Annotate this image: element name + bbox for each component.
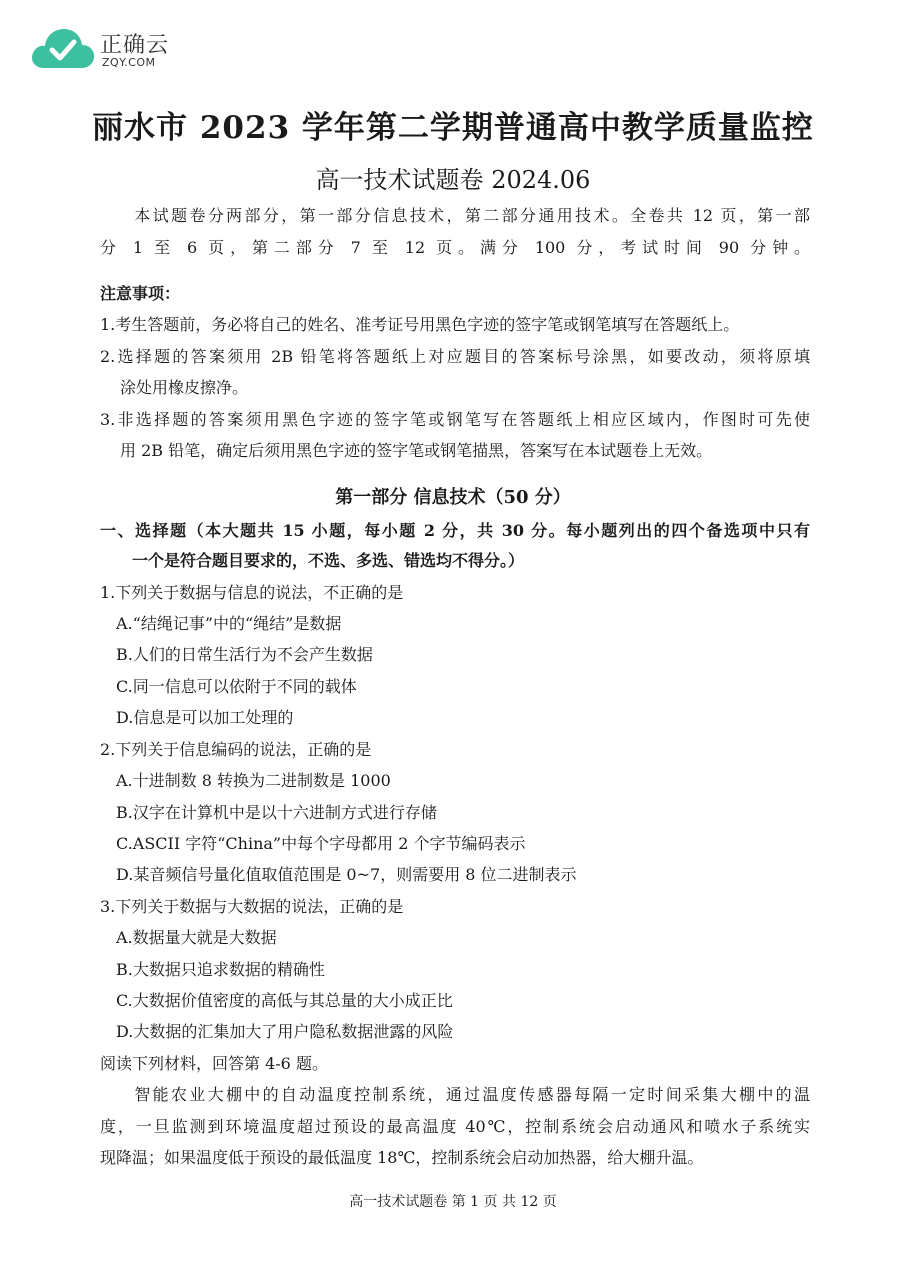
question-stem: 3.下列关于数据与大数据的说法，正确的是 xyxy=(100,897,404,916)
exam-subtitle: 高一技术试题卷 2024.06 xyxy=(315,166,591,194)
question-option: B.大数据只追求数据的精确性 xyxy=(116,960,325,979)
question-option: D.某音频信号量化值取值范围是 0~7，则需要用 8 位二进制表示 xyxy=(116,865,577,884)
notice-item: 1.考生答题前，务必将自己的姓名、准考证号用黑色字迹的签字笔或钢笔填写在答题纸上。 xyxy=(100,315,740,334)
section-heading: 一、选择题（本大题共 15 小题，每小题 2 分，共 30 分。每小题列出的四个备选项中只有 xyxy=(100,521,810,540)
question-option: C.ASCII 字符“China”中每个字母都用 2 个字节编码表示 xyxy=(116,834,526,853)
question-stem: 2.下列关于信息编码的说法，正确的是 xyxy=(100,740,372,759)
exam-title: 丽水市 2023 学年第二学期普通高中教学质量监控 xyxy=(92,110,814,146)
question-option: D.信息是可以加工处理的 xyxy=(116,708,294,727)
reading-intro: 阅读下列材料，回答第 4-6 题。 xyxy=(100,1054,328,1073)
page-footer: 高一技术试题卷 第 1 页 共 12 页 xyxy=(349,1194,557,1210)
question-option: A.十进制数 8 转换为二进制数是 1000 xyxy=(116,771,391,790)
reading-line: 智能农业大棚中的自动温度控制系统，通过温度传感器每隔一定时间采集大棚中的温 xyxy=(132,1085,810,1104)
question-option: D.大数据的汇集加大了用户隐私数据泄露的风险 xyxy=(116,1022,454,1041)
notice-heading: 注意事项： xyxy=(100,284,181,303)
brand-name: 正确云 xyxy=(100,33,170,58)
question-option: C.大数据价值密度的高低与其总量的大小成正比 xyxy=(116,991,453,1010)
notice-item-continued: 用 2B 铅笔，确定后须用黑色字迹的签字笔或钢笔描黑，答案写在本试题卷上无效。 xyxy=(120,441,713,460)
intro-line: 本试题卷分两部分，第一部分信息技术，第二部分通用技术。全卷共 12 页，第一部 xyxy=(132,206,810,225)
section-heading-continued: 一个是符合题目要求的，不选、多选、错选均不得分。） xyxy=(132,551,525,570)
cloud-check-icon xyxy=(30,24,96,72)
brand-domain: ZQY.COM xyxy=(102,56,156,69)
question-option: A.“结绳记事”中的“绳结”是数据 xyxy=(116,614,342,633)
reading-line: 度，一旦监测到环境温度超过预设的最高温度 40℃，控制系统会启动通风和喷水子系统实 xyxy=(100,1117,810,1136)
reading-line: 现降温；如果温度低于预设的最低温度 18℃，控制系统会启动加热器，给大棚升温。 xyxy=(100,1148,704,1167)
question-stem: 1.下列关于数据与信息的说法，不正确的是 xyxy=(100,583,404,602)
intro-line: 分 1 至 6 页，第二部分 7 至 12 页。满分 100 分，考试时间 90 分钟。 xyxy=(100,238,810,257)
notice-item-continued: 涂处用橡皮擦净。 xyxy=(120,378,249,397)
question-option: B.汉字在计算机中是以十六进制方式进行存储 xyxy=(116,803,437,822)
question-option: B.人们的日常生活行为不会产生数据 xyxy=(116,645,373,664)
question-option: C.同一信息可以依附于不同的载体 xyxy=(116,677,357,696)
question-option: A.数据量大就是大数据 xyxy=(116,928,277,947)
part1-title: 第一部分 信息技术（50 分） xyxy=(335,487,571,508)
notice-item: 2.选择题的答案须用 2B 铅笔将答题纸上对应题目的答案标号涂黑，如要改动，须将原填 xyxy=(100,347,810,366)
notice-item: 3.非选择题的答案须用黑色字迹的签字笔或钢笔写在答题纸上相应区域内，作图时可先使 xyxy=(100,410,810,429)
brand-logo xyxy=(30,22,190,74)
